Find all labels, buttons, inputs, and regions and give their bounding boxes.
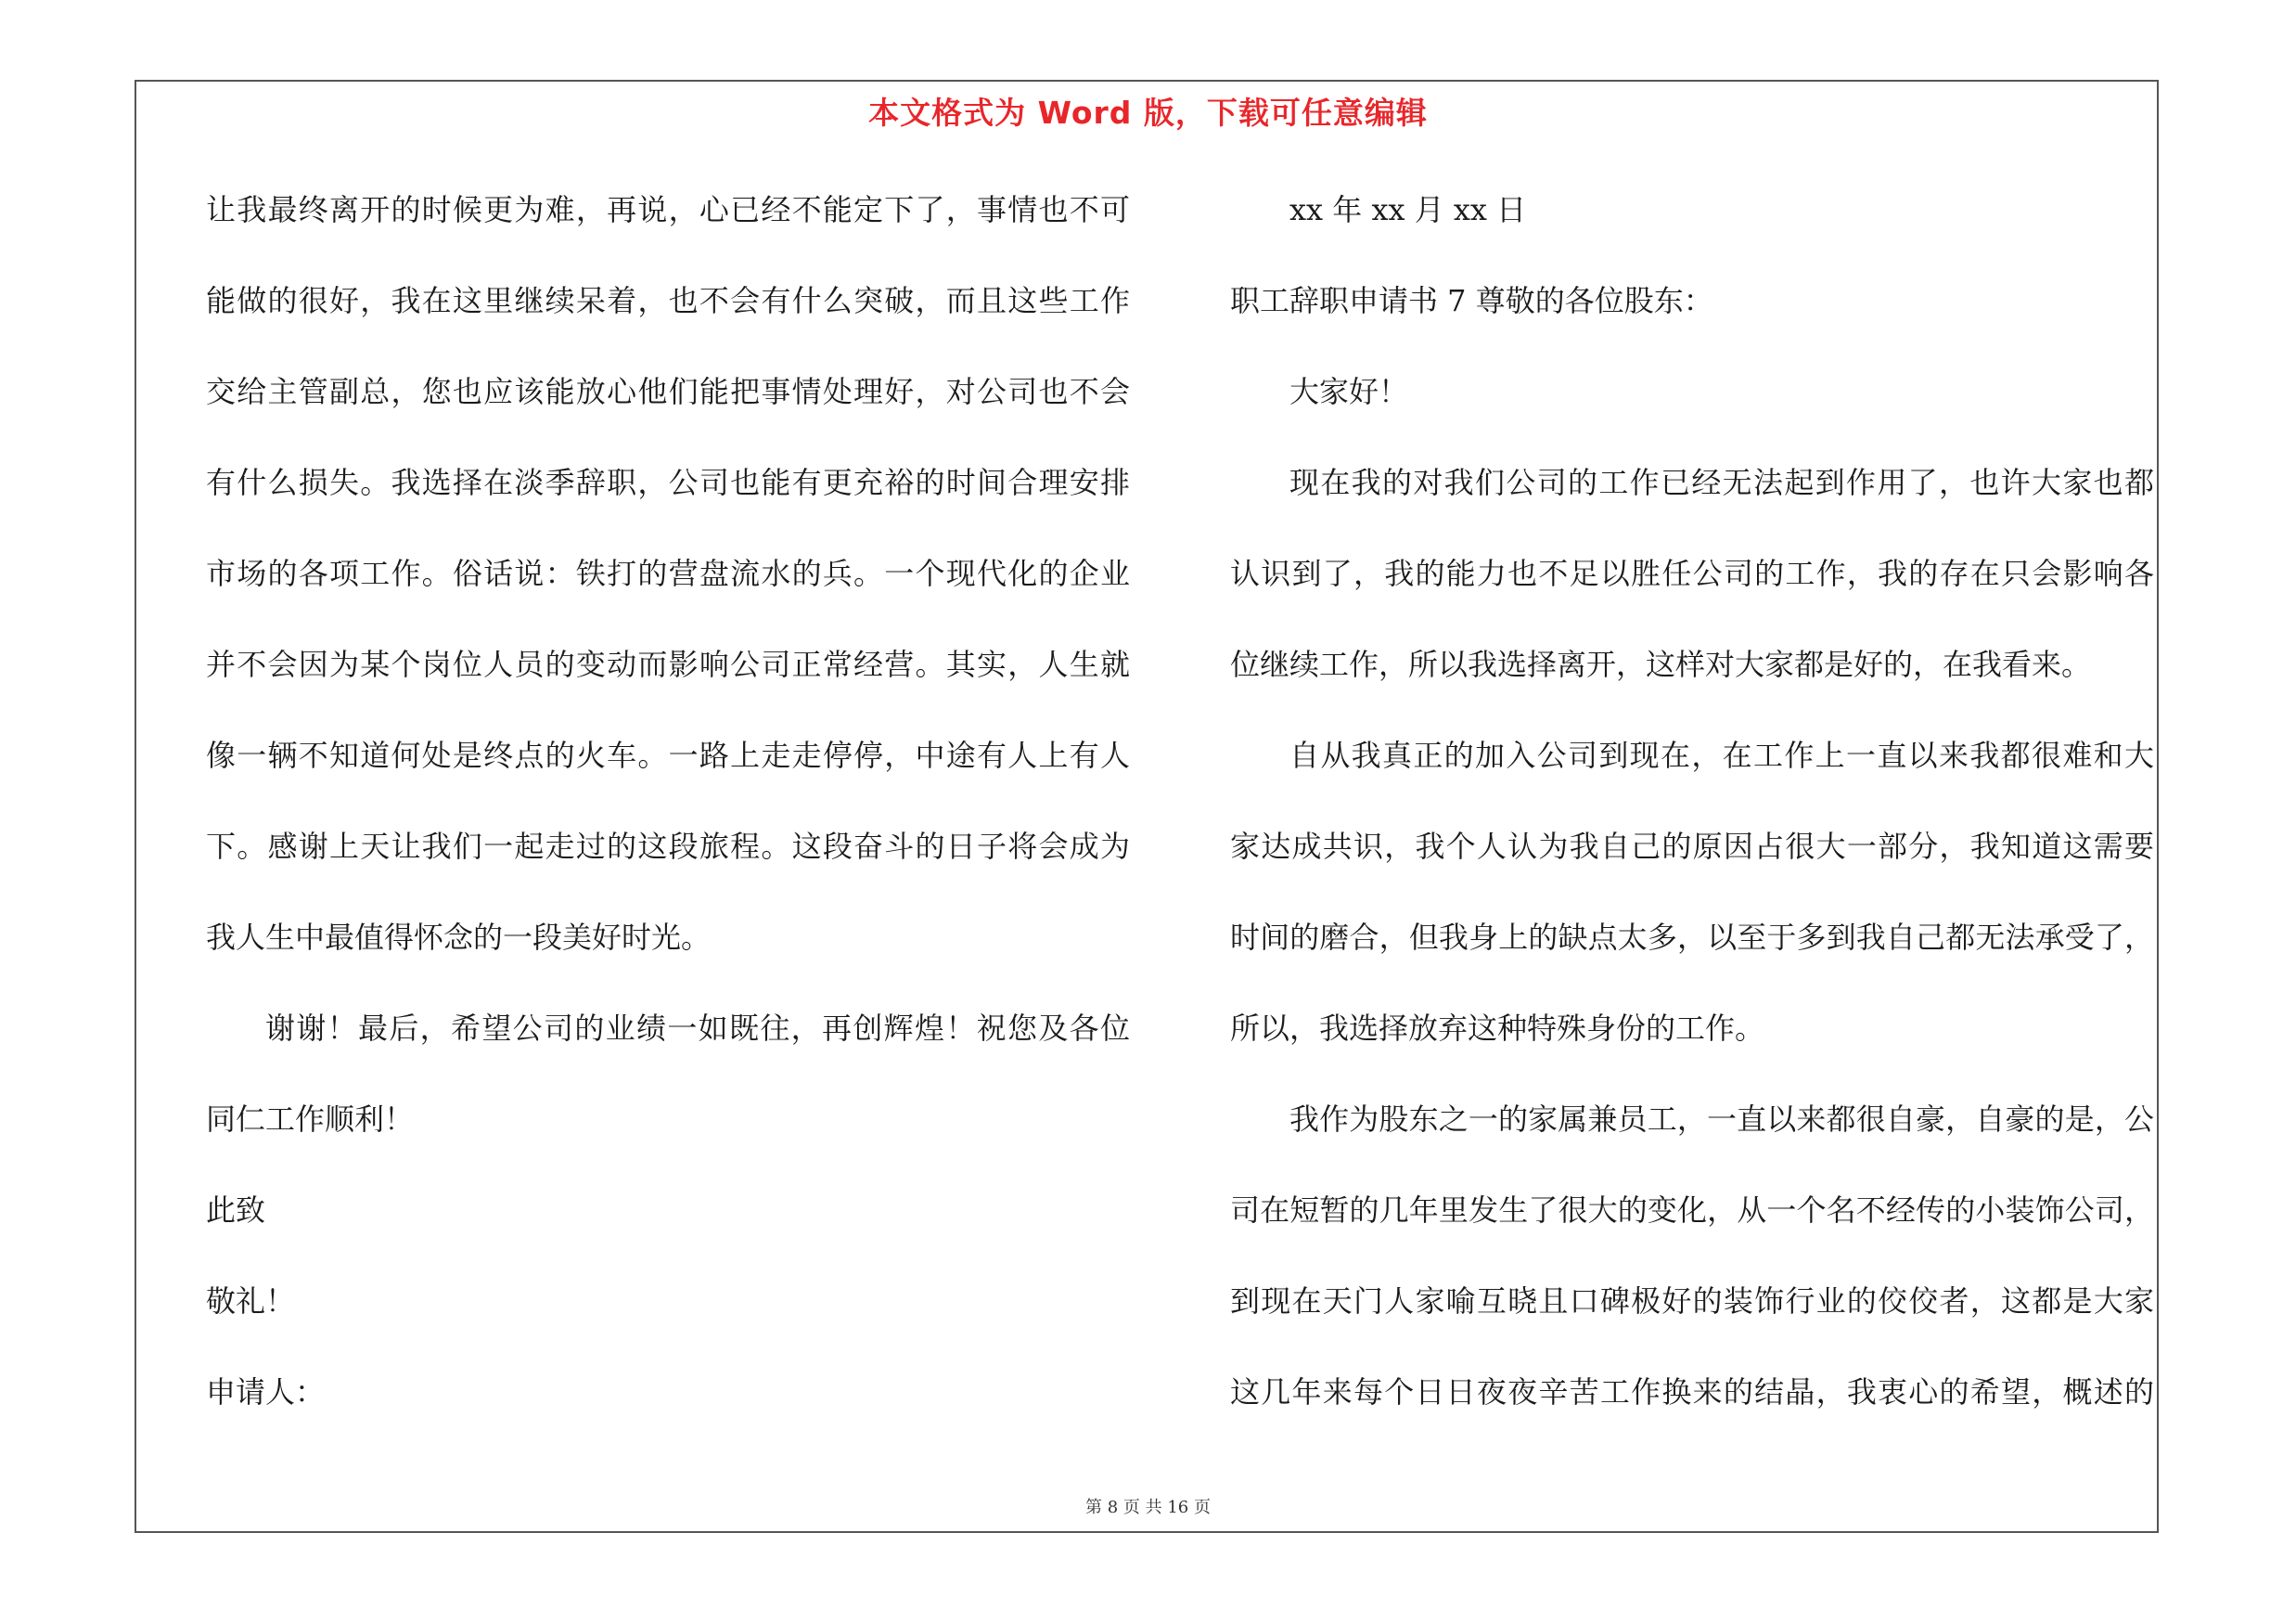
right-column [1230, 182, 2154, 1455]
left-column [206, 182, 1130, 1455]
format-banner: 本文格式为 Word 版，下载可任意编辑 [868, 95, 1428, 131]
page-number-footer: 第 8 页 共 16 页 [1085, 1498, 1211, 1517]
left-text-line: 能做的很好，我在这里继续呆着，也不会有什么突破，而且这些工作 [206, 283, 1130, 318]
left-text-line: 我人生中最值得怀念的一段美好时光。 [206, 920, 712, 955]
left-text-line: 同仁工作顺利！ [206, 1101, 415, 1137]
right-text-line: 自从我真正的加入公司到现在，在工作上一直以来我都很难和大 [1289, 738, 2154, 773]
right-text-line: 职工辞职申请书 7 尊敬的各位股东： [1230, 283, 1713, 318]
left-text-line: 市场的各项工作。俗话说：铁打的营盘流水的兵。一个现代化的企业 [206, 556, 1130, 591]
right-text-line: 所以，我选择放弃这种特殊身份的工作。 [1230, 1011, 1765, 1046]
right-text-line: 时间的磨合，但我身上的缺点太多，以至于多到我自己都无法承受了， [1230, 920, 2154, 955]
right-text-line: 大家好！ [1289, 374, 1409, 409]
right-text-line: 这几年来每个日日夜夜辛苦工作换来的结晶，我衷心的希望，概述的 [1230, 1374, 2154, 1410]
left-text-line: 交给主管副总，您也应该能放心他们能把事情处理好，对公司也不会 [206, 374, 1130, 409]
left-text-line: 谢谢！最后，希望公司的业绩一如既往，再创辉煌！祝您及各位 [265, 1011, 1130, 1046]
right-text-line: 认识到了，我的能力也不足以胜任公司的工作，我的存在只会影响各 [1230, 556, 2154, 591]
left-text-line: 此致 [206, 1192, 266, 1228]
left-text-line: 并不会因为某个岗位人员的变动而影响公司正常经营。其实，人生就 [206, 647, 1130, 682]
left-text-line: 有什么损失。我选择在淡季辞职，公司也能有更充裕的时间合理安排 [206, 465, 1130, 500]
left-text-line: 让我最终离开的时候更为难，再说，心已经不能定下了，事情也不可 [206, 192, 1130, 227]
left-text-line: 申请人： [206, 1374, 326, 1410]
right-text-line: 现在我的对我们公司的工作已经无法起到作用了，也许大家也都 [1289, 465, 2154, 500]
right-text-line: xx 年 xx 月 xx 日 [1289, 192, 1527, 227]
right-text-line: 位继续工作，所以我选择离开，这样对大家都是好的，在我看来。 [1230, 647, 2092, 682]
left-text-line: 像一辆不知道何处是终点的火车。一路上走走停停，中途有人上有人 [206, 738, 1130, 773]
right-text-line: 到现在天门人家喻互晓且口碑极好的装饰行业的佼佼者，这都是大家 [1230, 1283, 2154, 1319]
right-text-line: 家达成共识，我个人认为我自己的原因占很大一部分，我知道这需要 [1230, 829, 2154, 864]
right-text-line: 司在短暂的几年里发生了很大的变化，从一个名不经传的小装饰公司， [1230, 1192, 2154, 1228]
left-text-line: 下。感谢上天让我们一起走过的这段旅程。这段奋斗的日子将会成为 [206, 829, 1130, 864]
left-text-line: 敬礼！ [206, 1283, 296, 1319]
right-text-line: 我作为股东之一的家属兼员工，一直以来都很自豪，自豪的是，公 [1289, 1101, 2154, 1137]
